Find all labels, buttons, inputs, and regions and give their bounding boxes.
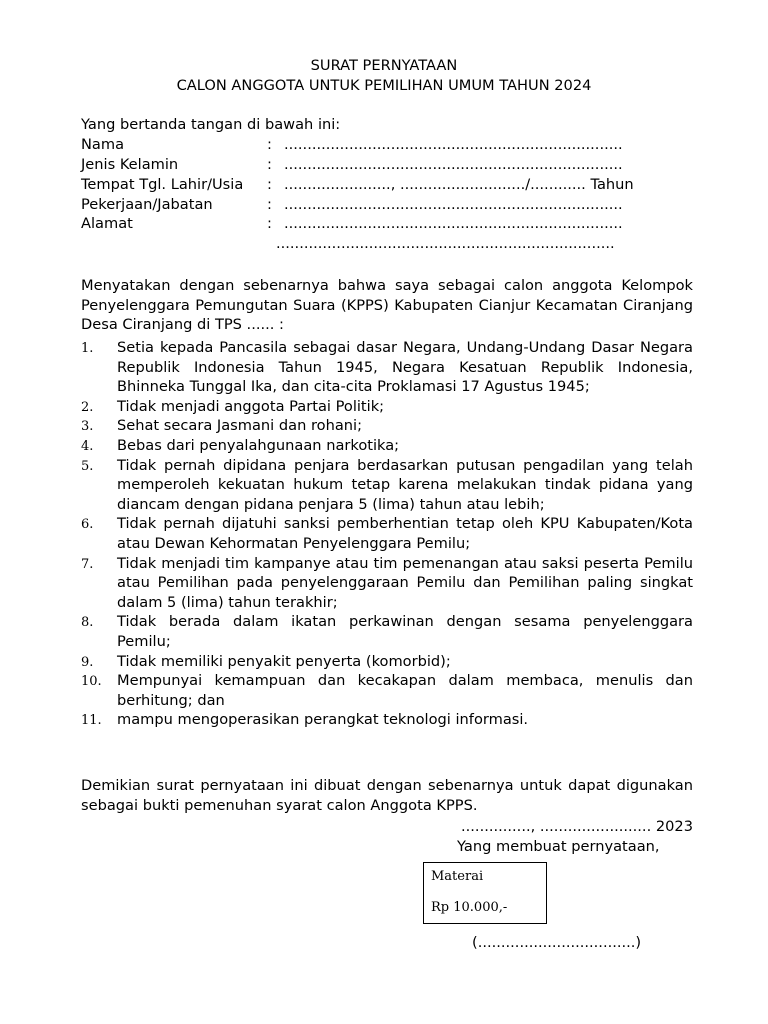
list-item	[81, 710, 693, 730]
field-value: ......................., .........................../............ Tahun	[284, 176, 634, 193]
closing-paragraph: Demikian surat pernyataan ini dibuat dengan sebenarnya untuk dapat digunakan sebagai bukti pemenuhan syarat calon Anggota KPPS.	[81, 777, 693, 814]
item-number: 9.	[81, 654, 94, 670]
address-extra-line: .........................................................................	[276, 235, 615, 252]
item-number: 2.	[81, 399, 94, 415]
document-title: SURAT PERNYATAAN	[310, 57, 458, 74]
item-text: Tidak pernah dipidana penjara berdasarkan putusan pengadilan yang telah memperoleh kekuatan hukum tetap karena melakukan tindak pidana yang diancam dengan pidana penjara 5 (lima) tahun atau lebih;	[117, 456, 693, 513]
list-item	[81, 397, 693, 417]
field-colon: :	[267, 156, 272, 173]
field-label: Jenis Kelamin	[81, 156, 179, 173]
item-number: 8.	[81, 615, 94, 631]
list-item	[81, 514, 693, 553]
field-value: .........................................................................	[284, 136, 623, 153]
item-text: Mempunyai kemampuan dan kecakapan dalam membaca, menulis dan berhitung; dan	[117, 672, 693, 709]
item-number: 10.	[81, 674, 102, 690]
item-number: 6.	[81, 517, 94, 533]
field-colon: :	[267, 136, 272, 153]
item-text: Bebas dari penyalahgunaan narkotika;	[117, 436, 400, 454]
field-value: .........................................................................	[284, 156, 623, 173]
item-number: 1.	[81, 341, 94, 356]
stamp-value: Rp 10.000,-	[431, 900, 508, 915]
list-item	[81, 554, 693, 613]
statement-paragraph: Menyatakan dengan sebenarnya bahwa saya sebagai calon anggota Kelompok Penyelenggara Pemungutan Suara (KPPS) Kabupaten Cianjur Kecamatan Ciranjang Desa Ciranjang di TPS ...... :	[81, 277, 693, 334]
item-number: 3.	[81, 419, 94, 435]
field-label: Pekerjaan/Jabatan	[81, 196, 213, 213]
date-line: ..............., ........................ 2023	[461, 818, 693, 835]
stamp-label: Materai	[431, 869, 484, 884]
item-number: 4.	[81, 438, 94, 454]
item-number: 7.	[81, 556, 94, 572]
field-colon: :	[267, 176, 272, 193]
list-item	[81, 456, 693, 515]
field-label: Tempat Tgl. Lahir/Usia	[81, 176, 244, 193]
list-item	[81, 416, 693, 436]
document-subtitle: CALON ANGGOTA UNTUK PEMILIHAN UMUM TAHUN 2024	[176, 77, 592, 94]
list-item	[81, 338, 693, 397]
item-text: Tidak menjadi tim kampanye atau tim pemenangan atau saksi peserta Pemilu atau Pemilihan pada penyelenggaraan Pemilu dan Pemilihan paling singkat dalam 5 (lima) tahun terakhir;	[117, 554, 693, 611]
item-text: Tidak pernah dijatuhi sanksi pemberhentian tetap oleh KPU Kabupaten/Kota atau Dewan Kehormatan Penyelenggara Pemilu;	[117, 515, 693, 552]
signature-line: (..................................)	[472, 934, 642, 951]
item-number: 5.	[81, 458, 94, 474]
item-text: Setia kepada Pancasila sebagai dasar Negara, Undang-Undang Dasar Negara Republik Indonesia Tahun 1945, Negara Kesatuan Republik Indonesia, Bhinneka Tunggal Ika, dan cita-cita Proklamasi 17 Agustus 1945;	[117, 339, 693, 396]
intro-text: Yang bertanda tangan di bawah ini:	[81, 116, 341, 133]
field-label: Nama	[81, 136, 125, 153]
item-number: 11.	[81, 713, 102, 729]
field-value: .........................................................................	[284, 196, 623, 213]
field-colon: :	[267, 196, 272, 213]
item-text: Tidak memiliki penyakit penyerta (komorbid);	[117, 652, 451, 670]
list-item	[81, 652, 693, 672]
list-item	[81, 612, 693, 651]
requirements-list	[81, 338, 693, 730]
item-text: mampu mengoperasikan perangkat teknologi informasi.	[117, 711, 529, 729]
list-item	[81, 436, 693, 456]
field-value: .........................................................................	[284, 215, 623, 232]
list-item	[81, 671, 693, 710]
field-label: Alamat	[81, 215, 133, 232]
item-text: Tidak menjadi anggota Partai Politik;	[117, 397, 385, 415]
stamp-box	[423, 862, 547, 924]
item-text: Sehat secara Jasmani dan rohani;	[117, 417, 362, 435]
field-colon: :	[267, 215, 272, 232]
item-text: Tidak berada dalam ikatan perkawinan dengan sesama penyelenggara Pemilu;	[117, 613, 693, 650]
signer-label: Yang membuat pernyataan,	[457, 838, 660, 855]
